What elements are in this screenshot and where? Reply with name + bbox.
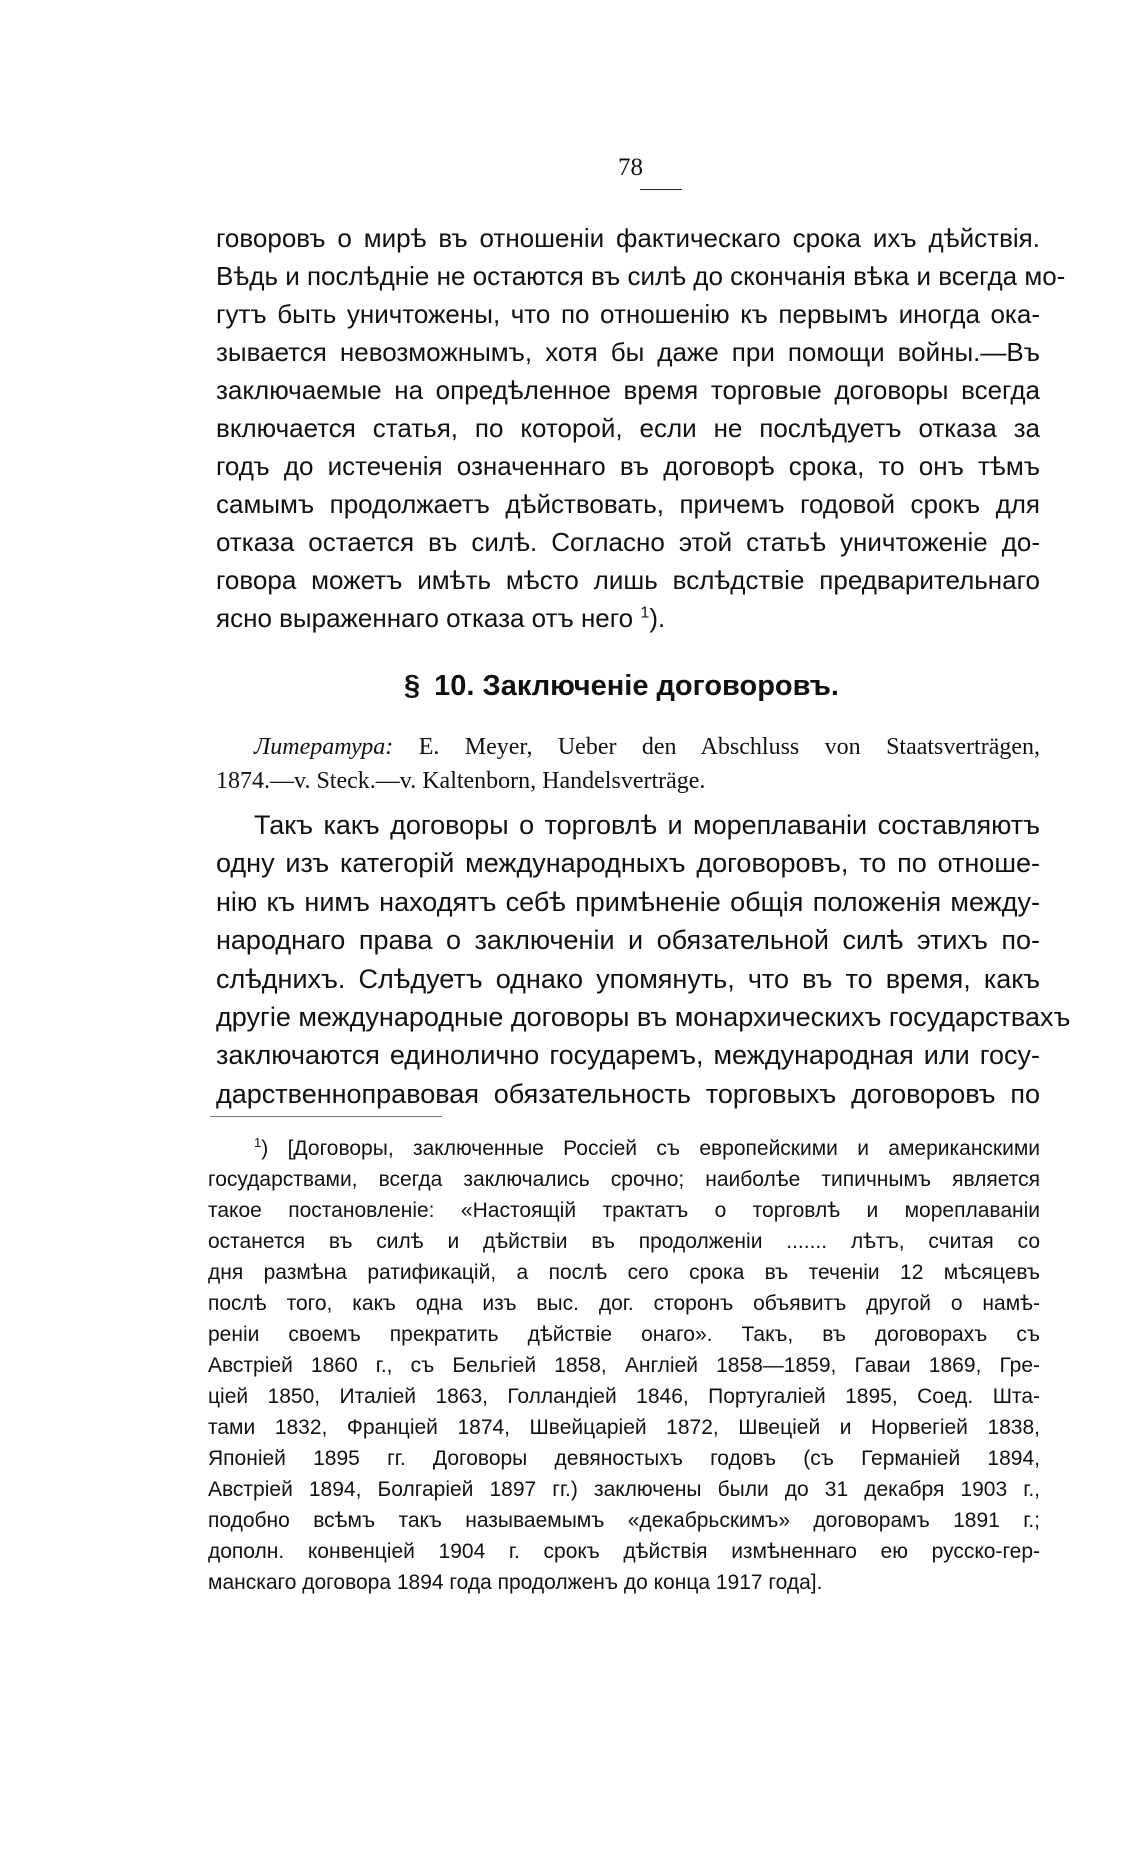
footnote-line: $^1$) [Договоры, заключенные Россiей съ европейскими и американскими <box>254 1135 1041 1160</box>
paragraph-1 <box>216 219 1066 637</box>
paragraph-line: включается статья, по которой, если не послѣдуетъ отказа за <box>216 413 1040 443</box>
paragraph-line: Вѣдь и послѣднiе не остаются въ силѣ до скончанiя вѣка и всегда мо- <box>216 261 1066 291</box>
section-sign: § <box>404 670 421 702</box>
literature-line: 1874.—v. Steck.—v. Kaltenborn, Handelsverträge. <box>216 768 706 794</box>
paragraph-line: дарственноправовая обязательность торговыхъ договоровъ по <box>216 1078 1040 1109</box>
footnote-line: цiей 1850, Италiей 1863, Голландiей 1846, Португалiей 1895, Соед. Шта- <box>208 1385 1040 1408</box>
paragraph-line: говора можетъ имѣть мѣсто лишь вслѣдствiе предварительнаго <box>216 565 1040 595</box>
footnote-line: Японiей 1895 гг. Договоры девяностыхъ годовъ (съ Германiей 1894, <box>208 1447 1040 1470</box>
paragraph-line: заключаются единолично государемъ, международная или госу- <box>216 1040 1040 1071</box>
footnote-marker: 1 <box>254 1135 262 1150</box>
paragraph-line: гутъ быть уничтожены, что по отношенiю къ первымъ иногда ока- <box>216 299 1040 329</box>
literature-text: E. Meyer, Ueber den Abschluss von Staatsverträgen, <box>418 734 1041 760</box>
footnote-line: тами 1832, Францiей 1874, Швейцарiей 1872, Швецiей и Норвегiей 1838, <box>208 1416 1040 1439</box>
paragraph-line: народнаго права о заключенiи и обязательной силѣ этихъ по- <box>216 925 1040 956</box>
literature-references <box>216 730 1040 798</box>
footnote-line: подобно всѣмъ такъ называемымъ «декабрьскимъ» договорамъ 1891 г.; <box>208 1509 1040 1532</box>
paragraph-line: Такъ какъ договоры о торговлѣ и мореплаванiи составляютъ <box>254 810 1040 840</box>
literature-line <box>216 730 1040 764</box>
page-number: 78 <box>618 154 643 181</box>
paragraph-line-text: ясно выраженнаго отказа отъ него <box>216 603 634 633</box>
paragraph-line: слѣднихъ. Слѣдуетъ однако упомянуть, что въ то время, какъ <box>216 963 1040 994</box>
footnote-line: государствами, всегда заключались срочно; наиболѣе типичнымъ является <box>208 1168 1040 1191</box>
section-number: 10. <box>434 670 475 702</box>
paragraph-2 <box>216 806 1071 1113</box>
page-number-rule <box>640 189 682 190</box>
paragraph-line: другiе международные договоры въ монархическихъ государствахъ <box>216 1001 1071 1032</box>
footnote-line: останется въ силѣ и дѣйствiи въ продолженiи ....... лѣтъ, считая со <box>208 1230 1040 1253</box>
footnote-separator <box>210 1116 442 1117</box>
paragraph-line: одну изъ категорiй международныхъ договоровъ, то по отноше- <box>216 848 1040 879</box>
paragraph-line: говоровъ о мирѣ въ отношенiи фактическаго срока ихъ дѣйствiя. <box>216 223 1040 253</box>
paragraph-line-end: ). <box>649 603 666 633</box>
footnote-line: дня размѣна ратификацiй, а послѣ сего срока въ теченiи 12 мѣсяцевъ <box>208 1261 1040 1284</box>
footnote-reference[interactable]: 1 <box>640 603 650 622</box>
paragraph-last-line <box>216 599 1040 637</box>
paragraph-line: отказа остается въ силѣ. Согласно этой статьѣ уничтоженiе до- <box>216 527 1040 557</box>
section-title: Заключенiе договоровъ. <box>482 670 839 702</box>
paragraph-line: зывается невозможнымъ, хотя бы даже при помощи войны.—Въ <box>216 337 1040 367</box>
footnote-text: [Договоры, заключенные Россiей съ европейскими и американскими <box>287 1137 1041 1160</box>
footnote-line: послѣ того, какъ одна изъ выс. дог. сторонъ объявитъ другой о намѣ- <box>208 1292 1040 1315</box>
footnote-line: манскаго договора 1894 года продолженъ до конца 1917 года]. <box>208 1571 823 1594</box>
literature-label: Литература: <box>254 734 394 760</box>
footnote-line: Австрiей 1894, Болгарiей 1897 гг.) заключены были до 31 декабря 1903 г., <box>208 1478 1040 1501</box>
paragraph-line: заключаемые на опредѣленное время торговые договоры всегда <box>216 375 1040 405</box>
footnote-line: Австрiей 1860 г., съ Бельгiей 1858, Англiей 1858—1859, Гаваи 1869, Гре- <box>208 1354 1040 1377</box>
paragraph-line: годъ до истеченiя означеннаго въ договорѣ срока, то онъ тѣмъ <box>216 451 1040 481</box>
footnote-line: ренiи своемъ прекратить дѣйствiе онаго». Такъ, въ договорахъ съ <box>208 1323 1040 1346</box>
paragraph-line: нiю къ нимъ находятъ себѣ примѣненiе общiя положенiя между- <box>216 886 1040 917</box>
section-heading <box>404 670 839 703</box>
paragraph-line: самымъ продолжаетъ дѣйствовать, причемъ годовой срокъ для <box>216 489 1040 519</box>
footnote <box>208 1133 1040 1598</box>
footnote-line: дополн. конвенцiей 1904 г. срокъ дѣйствiя измѣненнаго ею русско-гер- <box>208 1540 1040 1563</box>
footnote-line: такое постановленiе: «Настоящiй трактатъ о торговлѣ и мореплаванiи <box>208 1199 1040 1222</box>
